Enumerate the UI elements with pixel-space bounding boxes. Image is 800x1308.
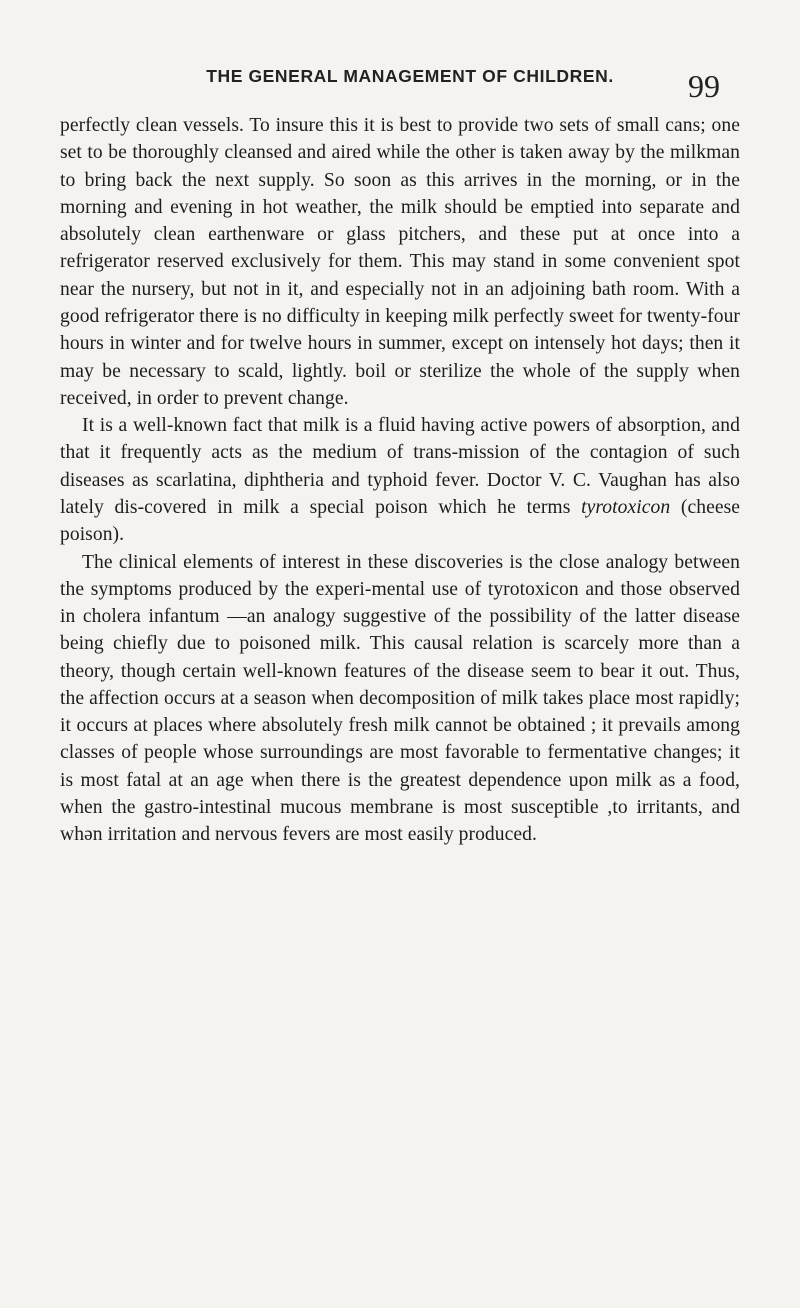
paragraph-1: perfectly clean vessels. To insure this it is best to provide two sets of small cans; one set to be thoroughly cleansed and aired while the other is taken away by the milkman to bring back the next supply. So soon as this arrives in the morning, or in the morning and evening in hot weather, the milk should be emptied into separate and absolutely clean earthenware or glass pitchers, and these put at once into a refrigerator reserved exclusively for them. This may stand in some convenient spot near the nursery, but not in it, and especially not in an adjoining bath room. With a good refrigerator there is no difficulty in keeping milk perfectly sweet for twenty-four hours in winter and for twelve hours in summer, except on intensely hot days; then it may be necessary to scald, lightly. boil or sterilize the whole of the supply when received, in order to prevent change. (60, 115, 740, 409)
paragraph-2 (60, 412, 740, 548)
page-number: 99 (688, 68, 720, 104)
paragraph-3: The clinical elements of interest in these discoveries is the close analogy between the symptoms produced by the experi-mental use of tyrotoxicon and those observed in cholera infantum —an analogy suggestive of the possibility of the latter disease being chiefly due to poisoned milk. This causal relation is scarcely more than a theory, though certain well-known features of the disease seem to bear it out. Thus, the affection occurs at a season when decomposition of milk takes place most rapidly; it occurs at places where absolutely fresh milk cannot be obtained ; it prevails among classes of people whose surroundings are most favorable to fermentative changes; it is most fatal at an age when there is the greatest dependence upon milk as a food, when the gastro-intestinal mucous membrane is most susceptible ,to irritants, and whən irritation and nervous fevers are most easily produced. (60, 551, 740, 846)
body-text (60, 112, 740, 849)
term-tyrotoxicon: tyrotoxicon (581, 496, 671, 518)
running-head: THE GENERAL MANAGEMENT OF CHILDREN. (206, 66, 614, 86)
paragraph-2-text-before: It is a well-known fact that milk is a fluid having active powers of absorption, and that it frequently acts as the medium of trans-mission of the contagion of such diseases as scarlatina, diphtheria and typhoid fever. Doctor V. C. Vaughan has also lately dis-covered in milk a special poison which he terms (60, 415, 740, 518)
paragraph-2-text-after: (cheese poison). (60, 496, 740, 546)
